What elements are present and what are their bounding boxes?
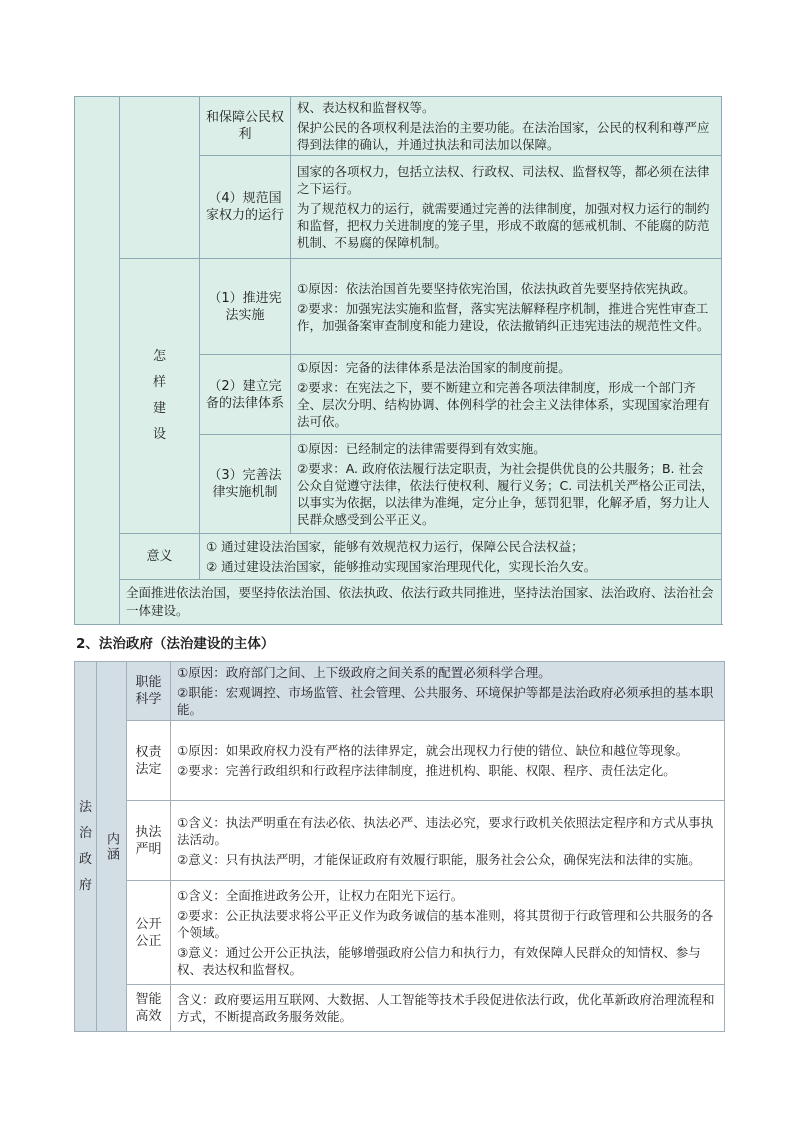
item-2-content <box>291 355 722 435</box>
item-3-label: （3）完善法律实施机制 <box>200 435 291 534</box>
regulate-label: （4）规范国家权力的运行 <box>200 156 291 259</box>
row-1-para-1: ①原因：政府部门之间、上下级政府之间关系的配置必须科学合理。 <box>177 665 551 680</box>
meaning-content <box>200 534 722 580</box>
row-3-content <box>171 801 725 881</box>
row-4-label: 公开公正 <box>127 881 171 985</box>
row-2-para-2: ②要求：完善行政组织和行政程序法律制度，推进机构、职能、权限、程序、责任法定化。 <box>177 763 676 778</box>
meaning-para-1: ① 通过建设法治国家，能够有效规范权力运行，保障公民合法权益； <box>206 539 584 554</box>
outer-blank-cell <box>75 97 120 625</box>
rule-of-law-country-table <box>74 96 722 625</box>
row-4-para-1: ①含义：全面推进政务公开，让权力在阳光下运行。 <box>177 888 464 903</box>
left-char-4: 府 <box>78 877 92 893</box>
item-1-para-1: ①原因：依法治国首先要坚持依宪治国，依法执政首先要坚持依宪执政。 <box>297 280 696 296</box>
rule-of-law-government-table <box>74 661 725 1032</box>
item-3-para-2: ②要求：A. 政府依法履行法定职责，为社会提供优良的公共服务；B. 社会公众自觉遵守法律，依法行使权利、履行义务；C. 司法机关严格公正司法，以事实为依据，以法律为准绳，定分止争，惩罚犯罪，化解矛盾，努力让人民群众感受到公平正义。 <box>297 461 714 527</box>
item-2-para-1: ①原因：完备的法律体系是法治国家的制度前提。 <box>297 360 571 375</box>
left-char-1: 法 <box>78 799 92 815</box>
left-char-2: 治 <box>78 825 92 841</box>
row-4-para-3: ③意义：通过公开公正执法，能够增强政府公信力和执行力，有效保障人民群众的知情权、参与权、表达权和监督权。 <box>177 945 701 977</box>
summary-text: 全面推进依法治国，要坚持依法治国、依法执政、依法行政共同推进，坚持法治国家、法治政府、法治社会一体建设。 <box>120 580 722 625</box>
item-2-label: （2）建立完备的法律体系 <box>200 355 291 435</box>
row-1-para-2: ②职能：宏观调控、市场监管、社会管理、公共服务、环境保护等都是法治政府必须承担的基本职能。 <box>177 685 714 717</box>
regulate-content <box>291 156 722 259</box>
row-3-label: 执法严明 <box>127 801 171 881</box>
connotation-label-cell <box>97 662 127 1032</box>
row-3-para-1: ①含义：执法严明重在有法必依、执法必严、违法必究，要求行政机关依照法定程序和方式从事执法活动。 <box>177 814 714 847</box>
row-1-content <box>171 662 725 721</box>
section-2-heading: 2、法治政府（法治建设的主体） <box>76 636 275 652</box>
how-char-3: 建 <box>152 401 166 416</box>
regulate-para-1: 国家的各项权力，包括立法权、行政权、司法权、监督权等，都必须在法律之下运行。 <box>297 164 710 196</box>
row-5-content <box>171 985 725 1032</box>
row-4-content <box>171 881 725 985</box>
meaning-para-2: ② 通过建设法治国家，能够推动实现国家治理现代化，实现长治久安。 <box>206 559 597 574</box>
item-3-para-1: ①原因：已经制定的法律需要得到有效实施。 <box>297 441 546 456</box>
item-1-content <box>291 259 722 355</box>
guarantee-para-2: 保护公民的各项权利是法治的主要功能。在法治国家，公民的权利和尊严应得到法律的确认，并通过执法和司法加以保障。 <box>297 120 710 152</box>
how-char-2: 样 <box>152 375 166 390</box>
row-3-para-2: ②意义：只有执法严明，才能保证政府有效履行职能，服务社会公众，确保宪法和法律的实施。 <box>177 851 701 867</box>
guarantee-content <box>291 97 722 156</box>
guarantee-label: 和保障公民权利 <box>200 97 291 156</box>
rule-of-law-government-label <box>75 662 97 1032</box>
meaning-label: 意义 <box>120 534 200 580</box>
left-char-3: 政 <box>78 851 92 867</box>
how-char-1: 怎 <box>152 349 166 364</box>
item-3-content <box>291 435 722 534</box>
item-1-para-2: ②要求：加强宪法实施和监督，落实宪法解释程序机制，推进合宪性审查工作，加强备案审查制度和能力建设，依法撤销纠正违宪违法的规范性文件。 <box>297 300 710 333</box>
row-2-content <box>171 721 725 801</box>
row-2-para-1: ①原因：如果政府权力没有严格的法律界定，就会出现权力行使的错位、缺位和越位等现象。 <box>177 743 689 758</box>
row-2-label: 权责法定 <box>127 721 171 801</box>
row-1-label: 职能科学 <box>127 662 171 721</box>
inner-blank-cell <box>120 97 200 259</box>
row-5-para-1: 含义：政府要运用互联网、大数据、人工智能等技术手段促进依法行政，优化革新政府治理流程和方式，不断提高政务服务效能。 <box>177 992 715 1024</box>
row-5-label: 智能高效 <box>127 985 171 1032</box>
row-4-para-2: ②要求：公正执法要求将公平正义作为政务诚信的基本准则，将其贯彻于行政管理和公共服务的各个领域。 <box>177 908 714 940</box>
how-char-4: 设 <box>152 427 166 442</box>
regulate-para-2: 为了规范权力的运行，就需要通过完善的法律制度，加强对权力运行的制约和监督，把权力关进制度的笼子里，形成不敢腐的惩戒机制、不能腐的防范机制、不易腐的保障机制。 <box>297 201 710 250</box>
guarantee-para-1: 权、表达权和监督权等。 <box>297 100 435 115</box>
connotation-label: 内涵 <box>104 831 119 862</box>
item-1-label: （1）推进宪法实施 <box>200 259 291 355</box>
how-to-build-label <box>120 259 200 534</box>
item-2-para-2: ②要求：在宪法之下，要不断建立和完善各项法律制度，形成一个部门齐全、层次分明、结构协调、体例科学的社会主义法律体系，实现国家治理有法可依。 <box>297 380 710 429</box>
